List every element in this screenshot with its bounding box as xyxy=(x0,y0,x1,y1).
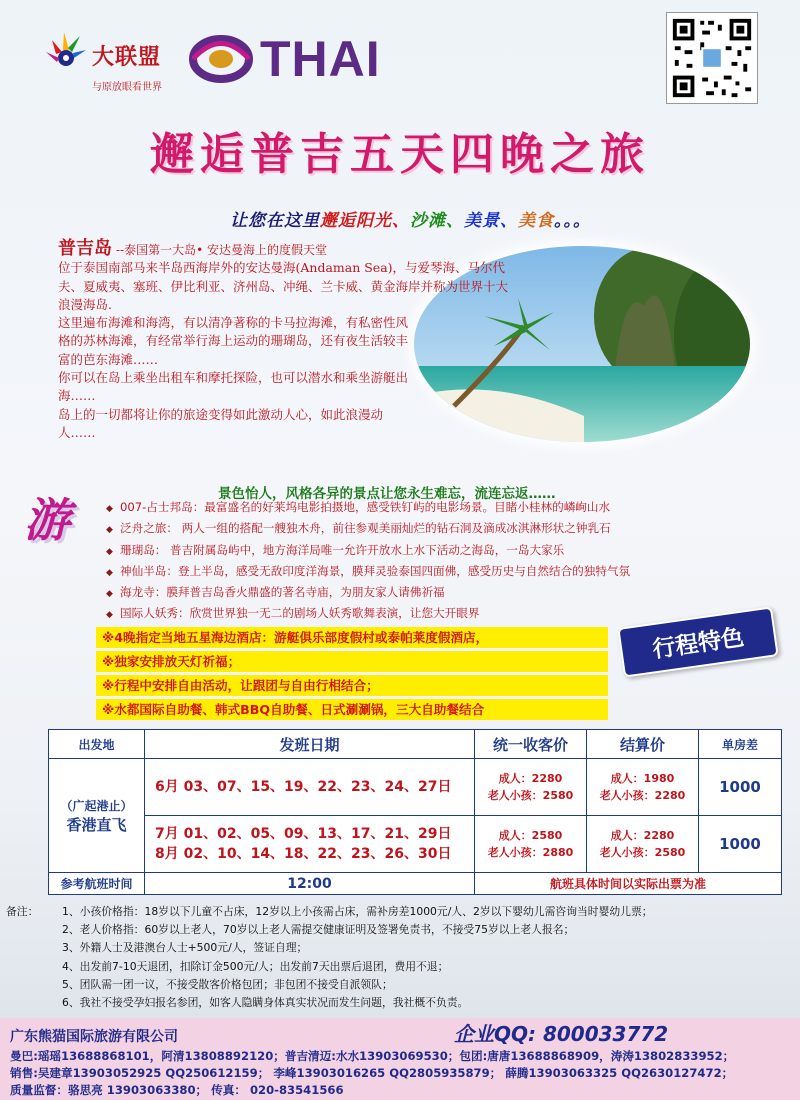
retail-price-cell: 成人：2280 老人小孩：2580 xyxy=(475,759,587,816)
alliance-slogan: 与原放眼看世界 xyxy=(92,82,162,93)
remarks-label: 备注： xyxy=(6,905,39,918)
diamond-bullet-icon: ◆ xyxy=(106,504,113,514)
table-row xyxy=(49,759,782,816)
intro-subheading: --泰国第一大岛• 安达曼海上的度假天堂 xyxy=(115,243,327,257)
single-supplement-cell: 1000 xyxy=(699,816,782,873)
tour-title: 邂逅普吉五天四晚之旅 xyxy=(150,129,650,180)
feature-list xyxy=(96,627,608,723)
table-row xyxy=(49,873,782,895)
feature-item: ※水都国际自助餐、韩式BBQ自助餐、日式涮涮锅，三大自助餐结合 xyxy=(96,699,608,720)
tagline-beach: 沙滩、 xyxy=(410,211,464,231)
footer-contact xyxy=(0,1018,800,1100)
remark-item: 3、外籍人士及港澳台人士+500元/人，签证自理； xyxy=(62,941,308,955)
feature-item: ※独家安排放天灯祈福； xyxy=(96,651,608,672)
remark-item: 5、团队需一团一议，不接受散客价格包团；非包团不接受自派领队； xyxy=(62,977,393,991)
tagline xyxy=(230,206,591,231)
origin-note: （广起港止） xyxy=(60,798,133,813)
tagline-sun: 邂逅阳光、 xyxy=(320,211,410,231)
feature-item: ※行程中安排自由活动，让跟团与自由行相结合； xyxy=(96,675,608,696)
column-header: 统一收客价 xyxy=(475,730,587,759)
thai-wordmark: THAI xyxy=(260,31,381,87)
table-header-row xyxy=(49,730,782,759)
tagline-suffix: 。。。 xyxy=(554,211,591,231)
settlement-price-cell: 成人：1980 老人小孩：2280 xyxy=(587,759,699,816)
company-qq: 企业QQ: 800033772 xyxy=(454,1022,669,1046)
contact-line: 销售:吴建章13903052925 QQ250612159； 李峰13903016265 QQ2805935879； 薛腾13903063325 QQ2630127472； xyxy=(10,1066,734,1080)
list-item: ◆ 泛舟之旅： 两人一组的搭配一艘独木舟，前往参观美丽灿烂的钻石洞及滴成冰淇淋形状之钟乳石 xyxy=(106,519,786,540)
departure-dates-cell: 6月 03、07、15、19、22、23、24、27日 xyxy=(145,759,475,816)
origin-cell xyxy=(49,759,145,873)
column-header: 结算价 xyxy=(587,730,699,759)
remark-item: 4、出发前7-10天退团，扣除订金500元/人；出发前7天出票后退团，费用不退； xyxy=(62,959,449,973)
schedule-table xyxy=(48,729,782,895)
alliance-logo xyxy=(36,22,176,98)
diamond-bullet-icon: ◆ xyxy=(106,589,113,600)
phuket-intro xyxy=(58,240,528,442)
remark-item: 备注： 1、小孩价格指：18岁以下儿童不占床，12岁以上小孩需占床，需补房差1000元/人、2岁以下婴幼儿需咨询当时婴幼儿票； xyxy=(6,903,796,921)
feature-item: ※4晚指定当地五星海边酒店：游艇俱乐部度假村或泰帕莱度假酒店， xyxy=(96,627,608,648)
settlement-price-cell: 成人：2280 老人小孩：2580 xyxy=(587,816,699,873)
sights-heading: 景色怡人，风格各异的景点让您永生难忘，流连忘返…… xyxy=(218,486,556,502)
origin-name: 香港直飞 xyxy=(66,815,127,834)
contact-line: 曼巴:瑶瑶13688868101，阿清13808892120；普吉清迈:水水13903069530；包团:唐唐13688868909，涛涛13802833952； xyxy=(10,1049,735,1063)
itinerary-feature-badge: 行程特色 xyxy=(617,606,778,677)
list-item: ◆ 007-占士邦岛：最富盛名的好莱坞电影拍摄地，感受铁钉屿的电影场景。目睹小桂林的嶙峋山水 xyxy=(106,498,786,519)
table-row xyxy=(49,816,782,873)
tagline-scenery: 美景、 xyxy=(464,211,518,231)
list-item: ◆ 神仙半岛：登上半岛，感受无敌印度洋海景，膜拜灵验泰国四面佛，感受历史与自然结合的独特气氛 xyxy=(106,562,786,583)
list-item: ◆ 珊瑚岛： 普吉附属岛屿中，地方海洋局唯一允许开放水上水下活动之海岛，一岛大家乐 xyxy=(106,541,786,562)
flight-time-note: 航班具体时间以实际出票为准 xyxy=(475,873,782,895)
qr-code-icon xyxy=(666,12,758,104)
diamond-bullet-icon: ◆ xyxy=(106,546,113,557)
intro-paragraph: 这里遍布海滩和海湾，有以清净著称的卡马拉海滩，有私密性风格的苏林海滩，有经常举行海上运动的珊瑚岛，还有夜生活较丰富的芭东海滩…… xyxy=(58,315,409,367)
remarks xyxy=(6,903,796,1012)
company-name: 广东熊猫国际旅游有限公司 xyxy=(10,1029,178,1045)
tour-big-character: 游 xyxy=(24,493,70,547)
list-item: ◆ 海龙寺：膜拜普吉岛香火鼎盛的著名寺庙，为朋友家人请佛祈福 xyxy=(106,583,786,604)
thai-airways-logo xyxy=(188,30,428,92)
remark-item: 2、老人价格指：60岁以上老人，70岁以上老人需提交健康证明及签署免责书，不接受75岁以上老人报名； xyxy=(62,923,575,937)
diamond-bullet-icon: ◆ xyxy=(106,525,113,536)
tagline-food: 美食 xyxy=(518,211,554,231)
column-header: 出发地 xyxy=(49,730,145,759)
intro-heading: 普吉岛 xyxy=(58,238,112,259)
alliance-logo-mark-icon xyxy=(42,28,90,76)
diamond-bullet-icon: ◆ xyxy=(106,567,113,578)
column-header: 单房差 xyxy=(699,730,782,759)
thai-orchid-icon xyxy=(188,32,254,86)
tagline-prefix: 让您在这里 xyxy=(230,211,320,231)
flight-time-label: 参考航班时间 xyxy=(49,873,145,895)
intro-paragraph: 岛上的一切都将让你的旅途变得如此激动人心，如此浪漫动人…… xyxy=(58,406,384,440)
single-supplement-cell: 1000 xyxy=(699,759,782,816)
sights-list xyxy=(106,498,786,626)
alliance-name: 大联盟 xyxy=(92,44,162,70)
intro-paragraph: 位于泰国南部马来半岛西海岸外的安达曼海(Andaman Sea)，与爱琴海、马尔代夫、夏威夷、塞班、伊比利亚、济州岛、冲绳、兰卡威、黄金海岸并称为世界十大浪漫海岛. xyxy=(58,260,509,312)
column-header: 发班日期 xyxy=(145,730,475,759)
list-item: ◆ 国际人妖秀：欣赏世界独一无二的剧场人妖秀歌舞表演，让您大开眼界 xyxy=(106,604,786,625)
intro-paragraph: 你可以在岛上乘坐出租车和摩托探险，也可以潜水和乘坐游艇出海…… xyxy=(58,370,409,404)
departure-dates-cell: 7月 01、02、05、09、13、17、21、29日 8月 02、10、14、18、22、23、26、30日 xyxy=(145,816,475,873)
retail-price-cell: 成人：2580 老人小孩：2880 xyxy=(475,816,587,873)
remark-item: 6、我社不接受孕妇报名参团，如客人隐瞒身体真实状况而发生问题，我社概不负责。 xyxy=(62,996,469,1010)
contact-line: 质量监督：骆思亮 13903063380； 传真： 020-83541566 xyxy=(10,1083,344,1097)
diamond-bullet-icon: ◆ xyxy=(106,610,113,621)
flight-time-value: 12:00 xyxy=(145,873,475,895)
